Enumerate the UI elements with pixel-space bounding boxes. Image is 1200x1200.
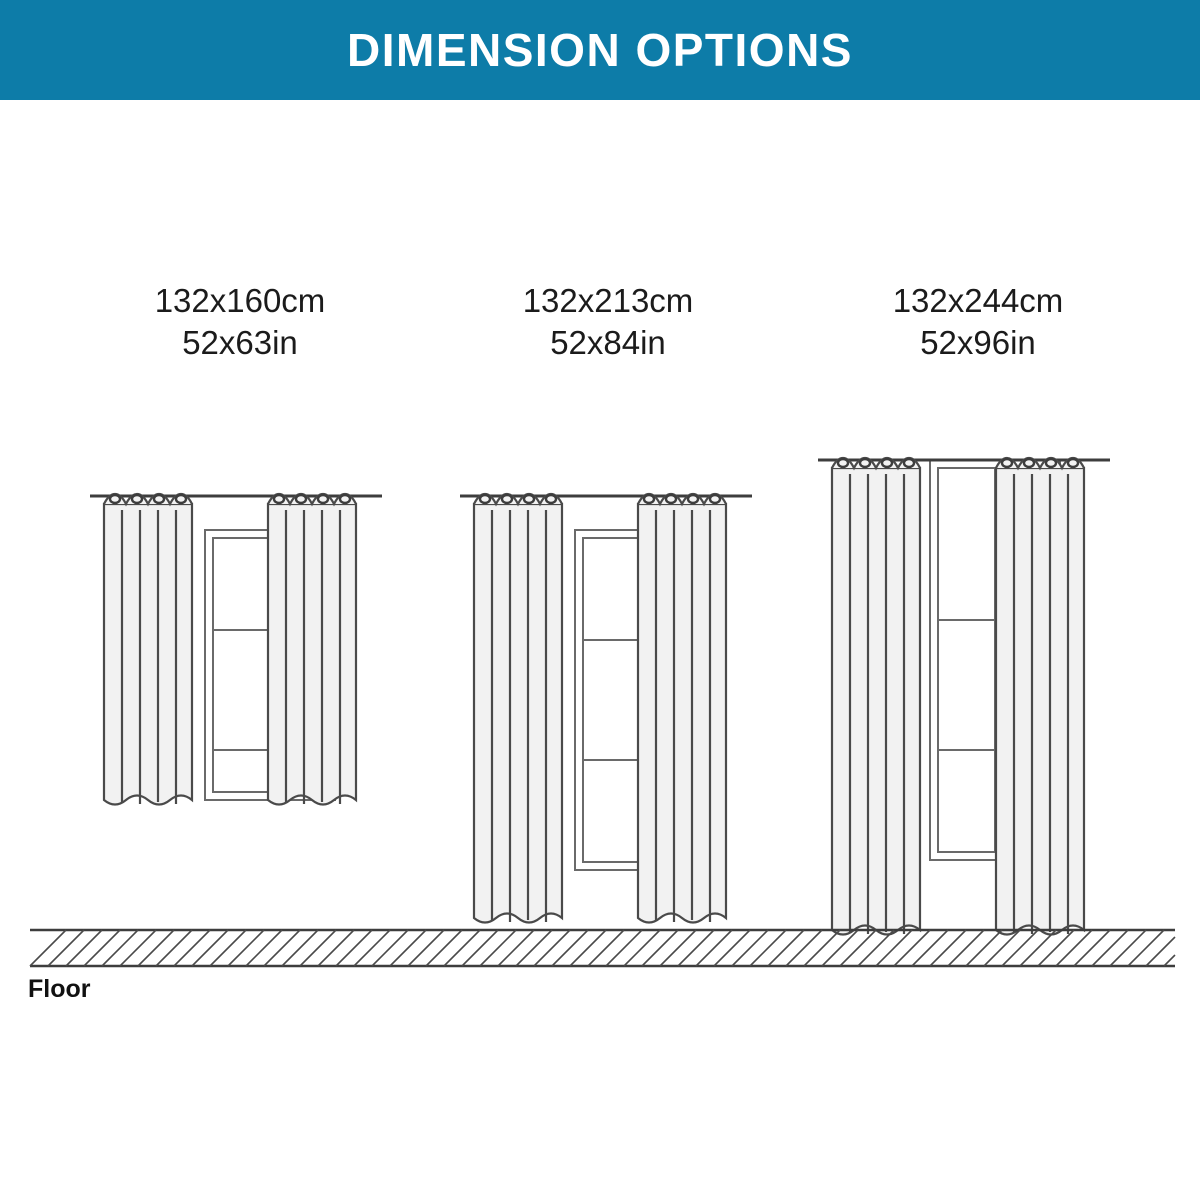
size-label-3-metric: 132x244cm: [892, 282, 1064, 319]
size-label-3-imperial: 52x96in: [920, 324, 1036, 362]
curtain-panel-1-right: [268, 494, 356, 805]
size-label-1-imperial: 52x63in: [182, 324, 298, 362]
curtain-panel-3-left: [832, 458, 920, 935]
curtain-group-3: [818, 458, 1110, 935]
curtain-panel-2-right: [638, 494, 726, 923]
curtain-group-1: [90, 494, 382, 805]
page-title: DIMENSION OPTIONS: [347, 24, 853, 76]
floor-band: [30, 930, 1175, 966]
curtain-group-2: [460, 494, 752, 923]
diagram-stage: [0, 100, 1200, 1200]
floor-label: Floor: [28, 975, 91, 1003]
curtain-diagram: [0, 100, 1200, 1200]
curtain-panel-1-left: [104, 494, 192, 805]
header-banner: [0, 0, 1200, 100]
size-label-2-imperial: 52x84in: [550, 324, 666, 362]
size-label-1-metric: 132x160cm: [154, 282, 326, 319]
size-label-2-metric: 132x213cm: [522, 282, 694, 319]
curtain-panel-2-left: [474, 494, 562, 923]
curtain-panel-3-right: [996, 458, 1084, 935]
